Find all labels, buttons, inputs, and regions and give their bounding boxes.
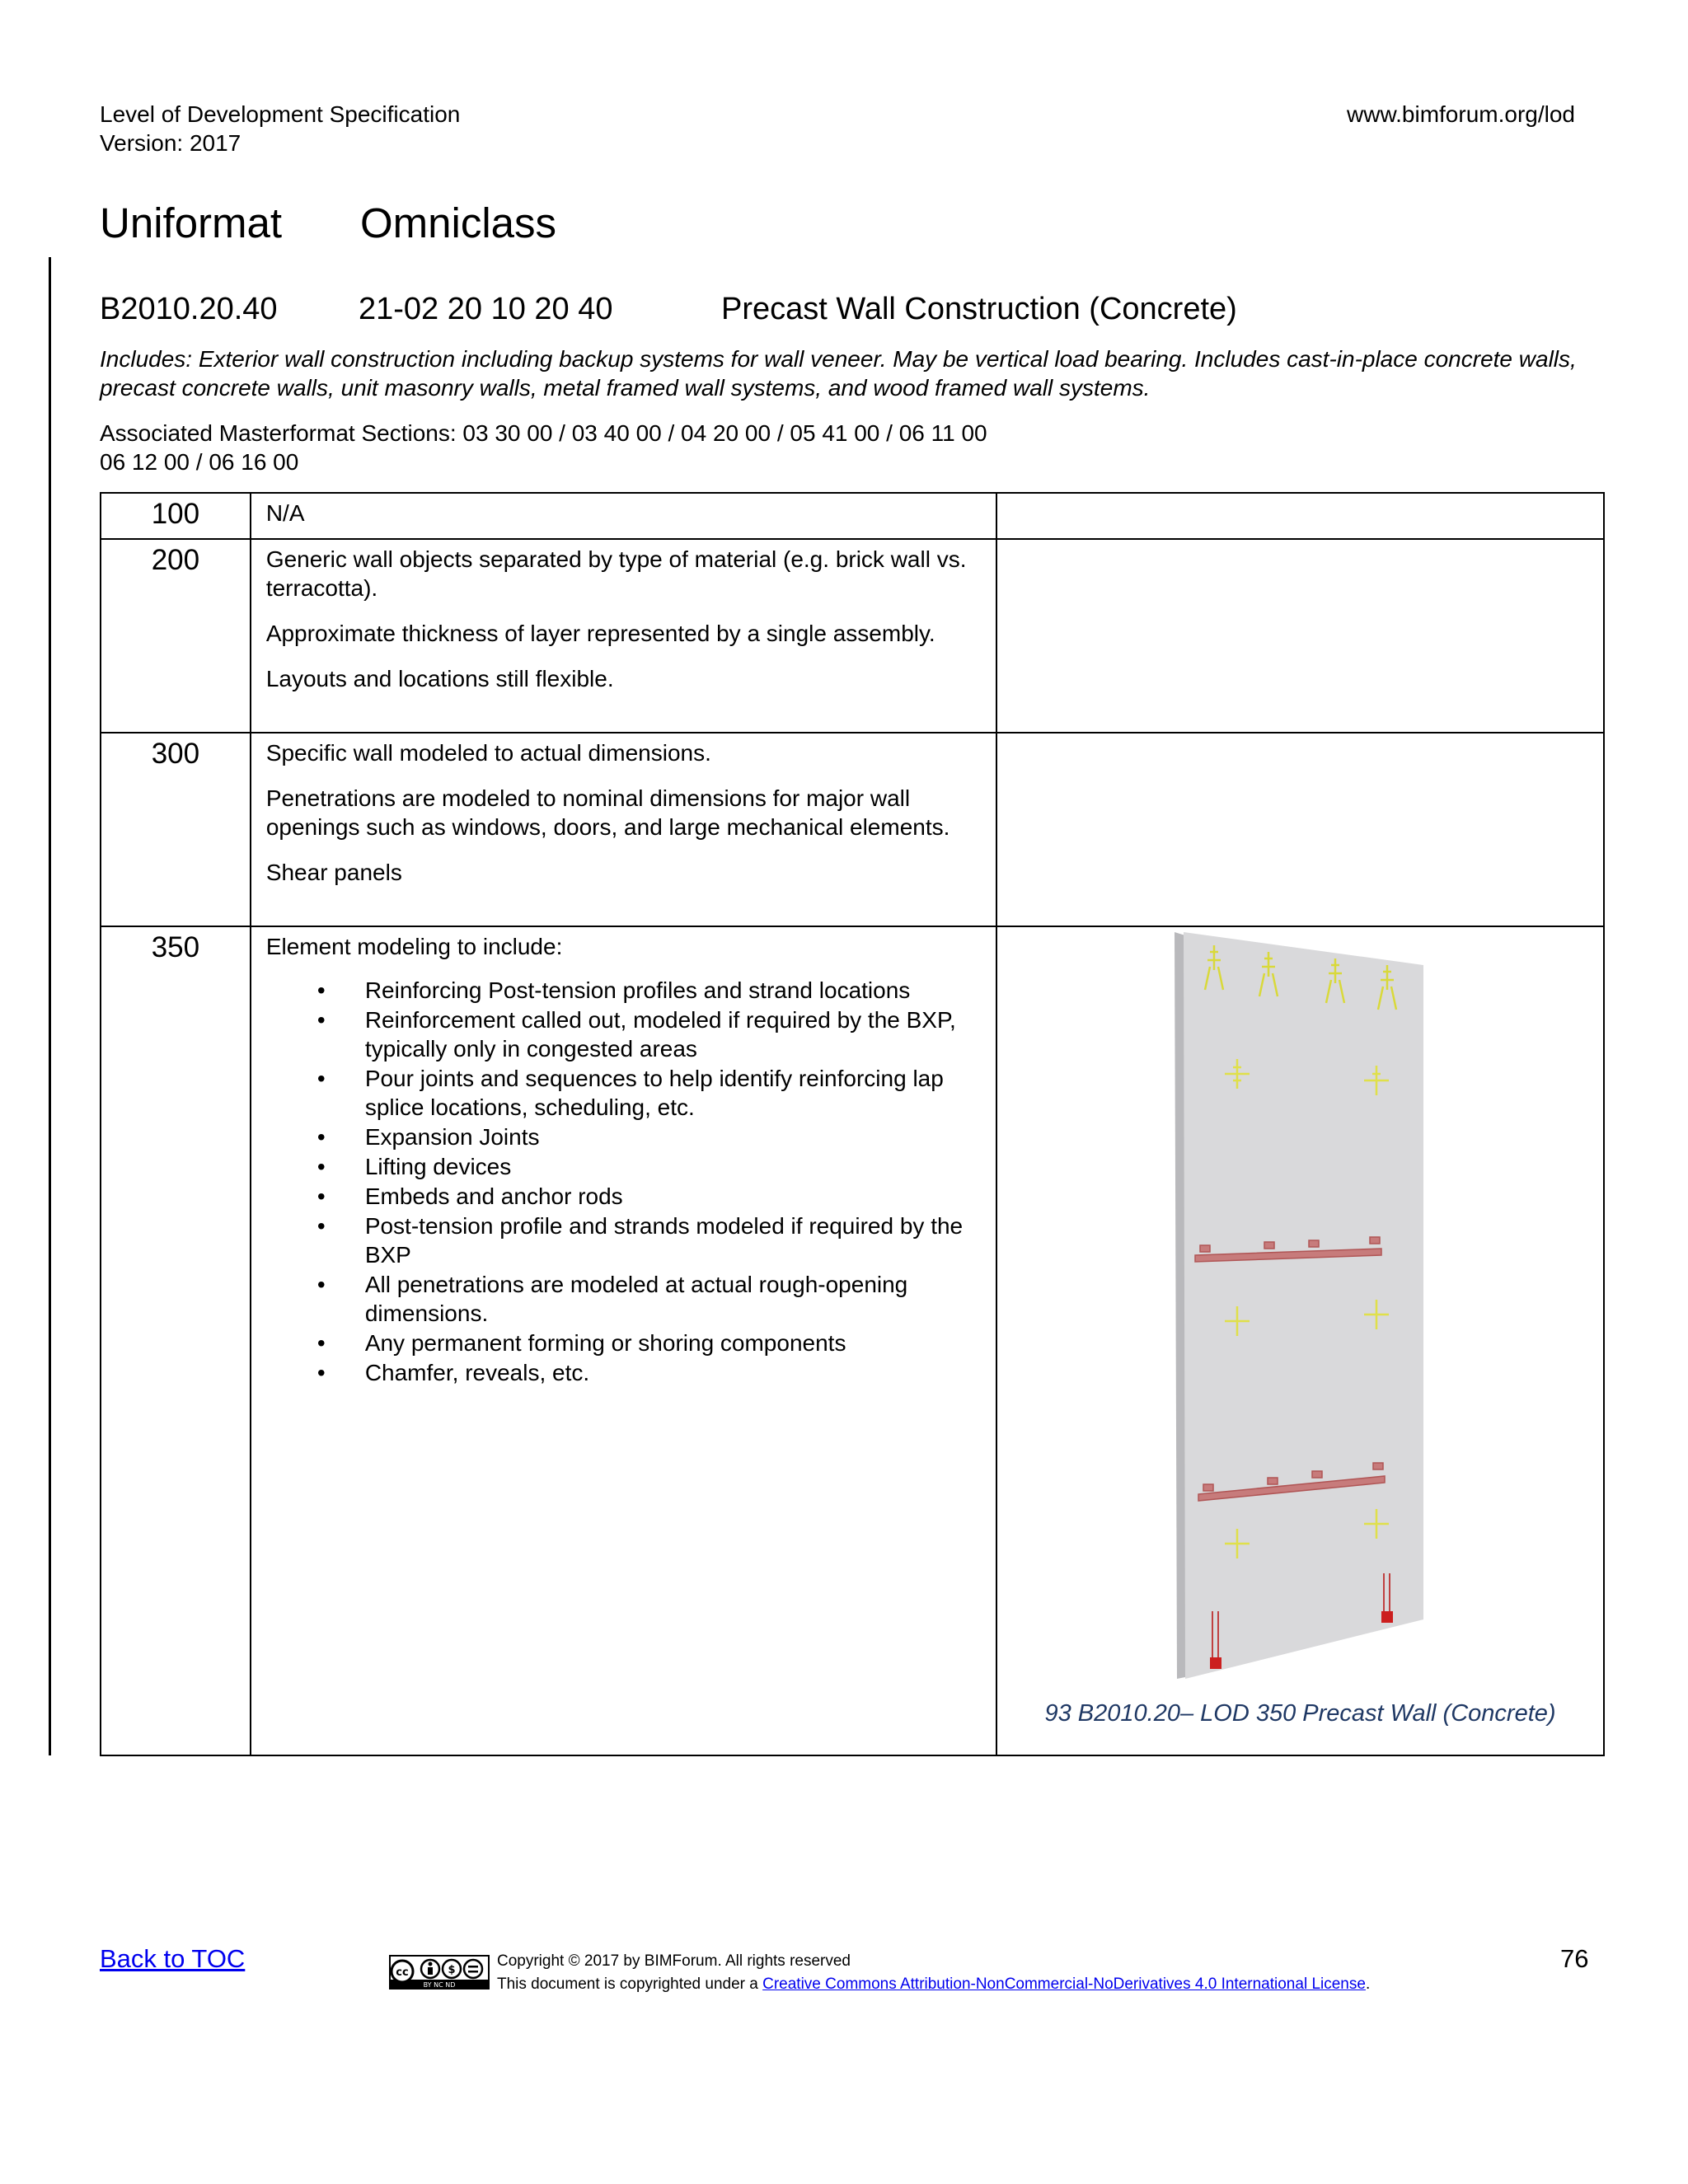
list-item: • Expansion Joints (266, 1122, 973, 1151)
description-text: Generic wall objects separated by type of material (e.g. brick wall vs. terracotta). (265, 546, 967, 601)
list-item: • Reinforcing Post-tension profiles and strand locations (266, 976, 973, 1005)
masterformat-sections-line2: 06 12 00 / 06 16 00 (100, 449, 299, 475)
description-intro: Element modeling to include: (265, 934, 563, 959)
uniformat-heading: Uniformat (100, 199, 283, 246)
lod-table (100, 492, 1605, 1756)
figure-caption: 93 B2010.20– LOD 350 Precast Wall (Concrete) (1044, 1700, 1556, 1727)
list-item: • Any permanent forming or shoring components (266, 1329, 973, 1357)
list-item: • Chamfer, reveals, etc. (266, 1358, 973, 1387)
table-row-350 (101, 926, 1604, 1755)
omniclass-heading: Omniclass (360, 199, 557, 246)
lod-description (251, 539, 996, 733)
description-text: Shear panels (265, 860, 402, 885)
table-row-300 (101, 733, 1604, 926)
lod-description (251, 733, 996, 926)
lod-level: 300 (101, 733, 251, 926)
list-item: • Reinforcement called out, modeled if required by the BXP, typically only in congested areas (266, 1005, 973, 1063)
element-name: Precast Wall Construction (Concrete) (721, 292, 1237, 326)
license-suffix: . (1365, 1975, 1371, 1993)
lod-level: 100 (101, 493, 251, 539)
list-item: • Lifting devices (266, 1152, 973, 1181)
table-row-100 (101, 493, 1604, 539)
precast-wall-illustration (997, 927, 1606, 1751)
illustration-cell (996, 926, 1604, 1755)
omniclass-code: 21-02 20 10 20 40 (359, 292, 613, 326)
license-prefix: This document is copyrighted under a (497, 1975, 763, 1993)
description-text: Approximate thickness of layer represented by a single assembly. (265, 621, 935, 646)
document-version: Version: 2017 (100, 130, 241, 156)
wall-panel-side (1175, 932, 1185, 1679)
illustration-cell (996, 733, 1604, 926)
list-item: • Pour joints and sequences to help identify reinforcing lap splice locations, scheduling, etc. (266, 1064, 973, 1122)
description-text: Penetrations are modeled to nominal dimensions for major wall openings such as windows, doors, and large mechanical elements. (265, 785, 950, 840)
license-link[interactable]: Creative Commons Attribution-NonCommercial-NoDerivatives 4.0 International License (762, 1975, 1366, 1993)
license-notice (497, 1975, 1370, 1994)
copyright-notice: Copyright © 2017 by BIMForum. All rights reserved (497, 1952, 851, 1970)
illustration-cell (996, 493, 1604, 539)
list-item: • Embeds and anchor rods (266, 1182, 973, 1211)
svg-text:BY NC ND: BY NC ND (423, 1981, 456, 1989)
bullet-list (266, 976, 973, 1387)
change-bar (49, 257, 51, 1755)
svg-text:$: $ (448, 1964, 456, 1976)
list-item: • All penetrations are modeled at actual rough-opening dimensions. (266, 1270, 973, 1328)
masterformat-sections-line1: Associated Masterformat Sections: 03 30 00 / 03 40 00 / 04 20 00 / 05 41 00 / 06 11 00 (100, 420, 987, 446)
list-item: • Post-tension profile and strands modeled if required by the BXP (266, 1212, 973, 1269)
svg-text:cc: cc (396, 1966, 409, 1979)
anchor-plate-icon (1381, 1611, 1393, 1623)
description-text: N/A (265, 500, 305, 526)
description-text: Layouts and locations still flexible. (265, 666, 614, 691)
back-to-toc-link[interactable]: Back to TOC (100, 1944, 246, 1973)
document-title: Level of Development Specification (100, 101, 461, 127)
anchor-plate-icon (1210, 1657, 1221, 1669)
uniformat-code: B2010.20.40 (100, 292, 278, 326)
page-number: 76 (1560, 1944, 1589, 1973)
illustration-cell (996, 539, 1604, 733)
website-url: www.bimforum.org/lod (1347, 101, 1575, 127)
creative-commons-badge-icon[interactable] (389, 1955, 490, 1990)
includes-description: Includes: Exterior wall construction including backup systems for wall veneer. May be vertical load bearing. Includes cast-in-place concrete walls, precast concrete walls, unit masonry walls, metal framed wall systems, and wood framed wall systems. (100, 346, 1577, 401)
lod-level: 350 (101, 926, 251, 1755)
lod-description (251, 493, 996, 539)
description-text: Specific wall modeled to actual dimensions. (265, 740, 711, 766)
lod-level: 200 (101, 539, 251, 733)
lod-description (251, 926, 996, 1755)
page-header-left (100, 100, 460, 157)
table-row-200 (101, 539, 1604, 733)
wall-panel-face (1184, 932, 1423, 1679)
